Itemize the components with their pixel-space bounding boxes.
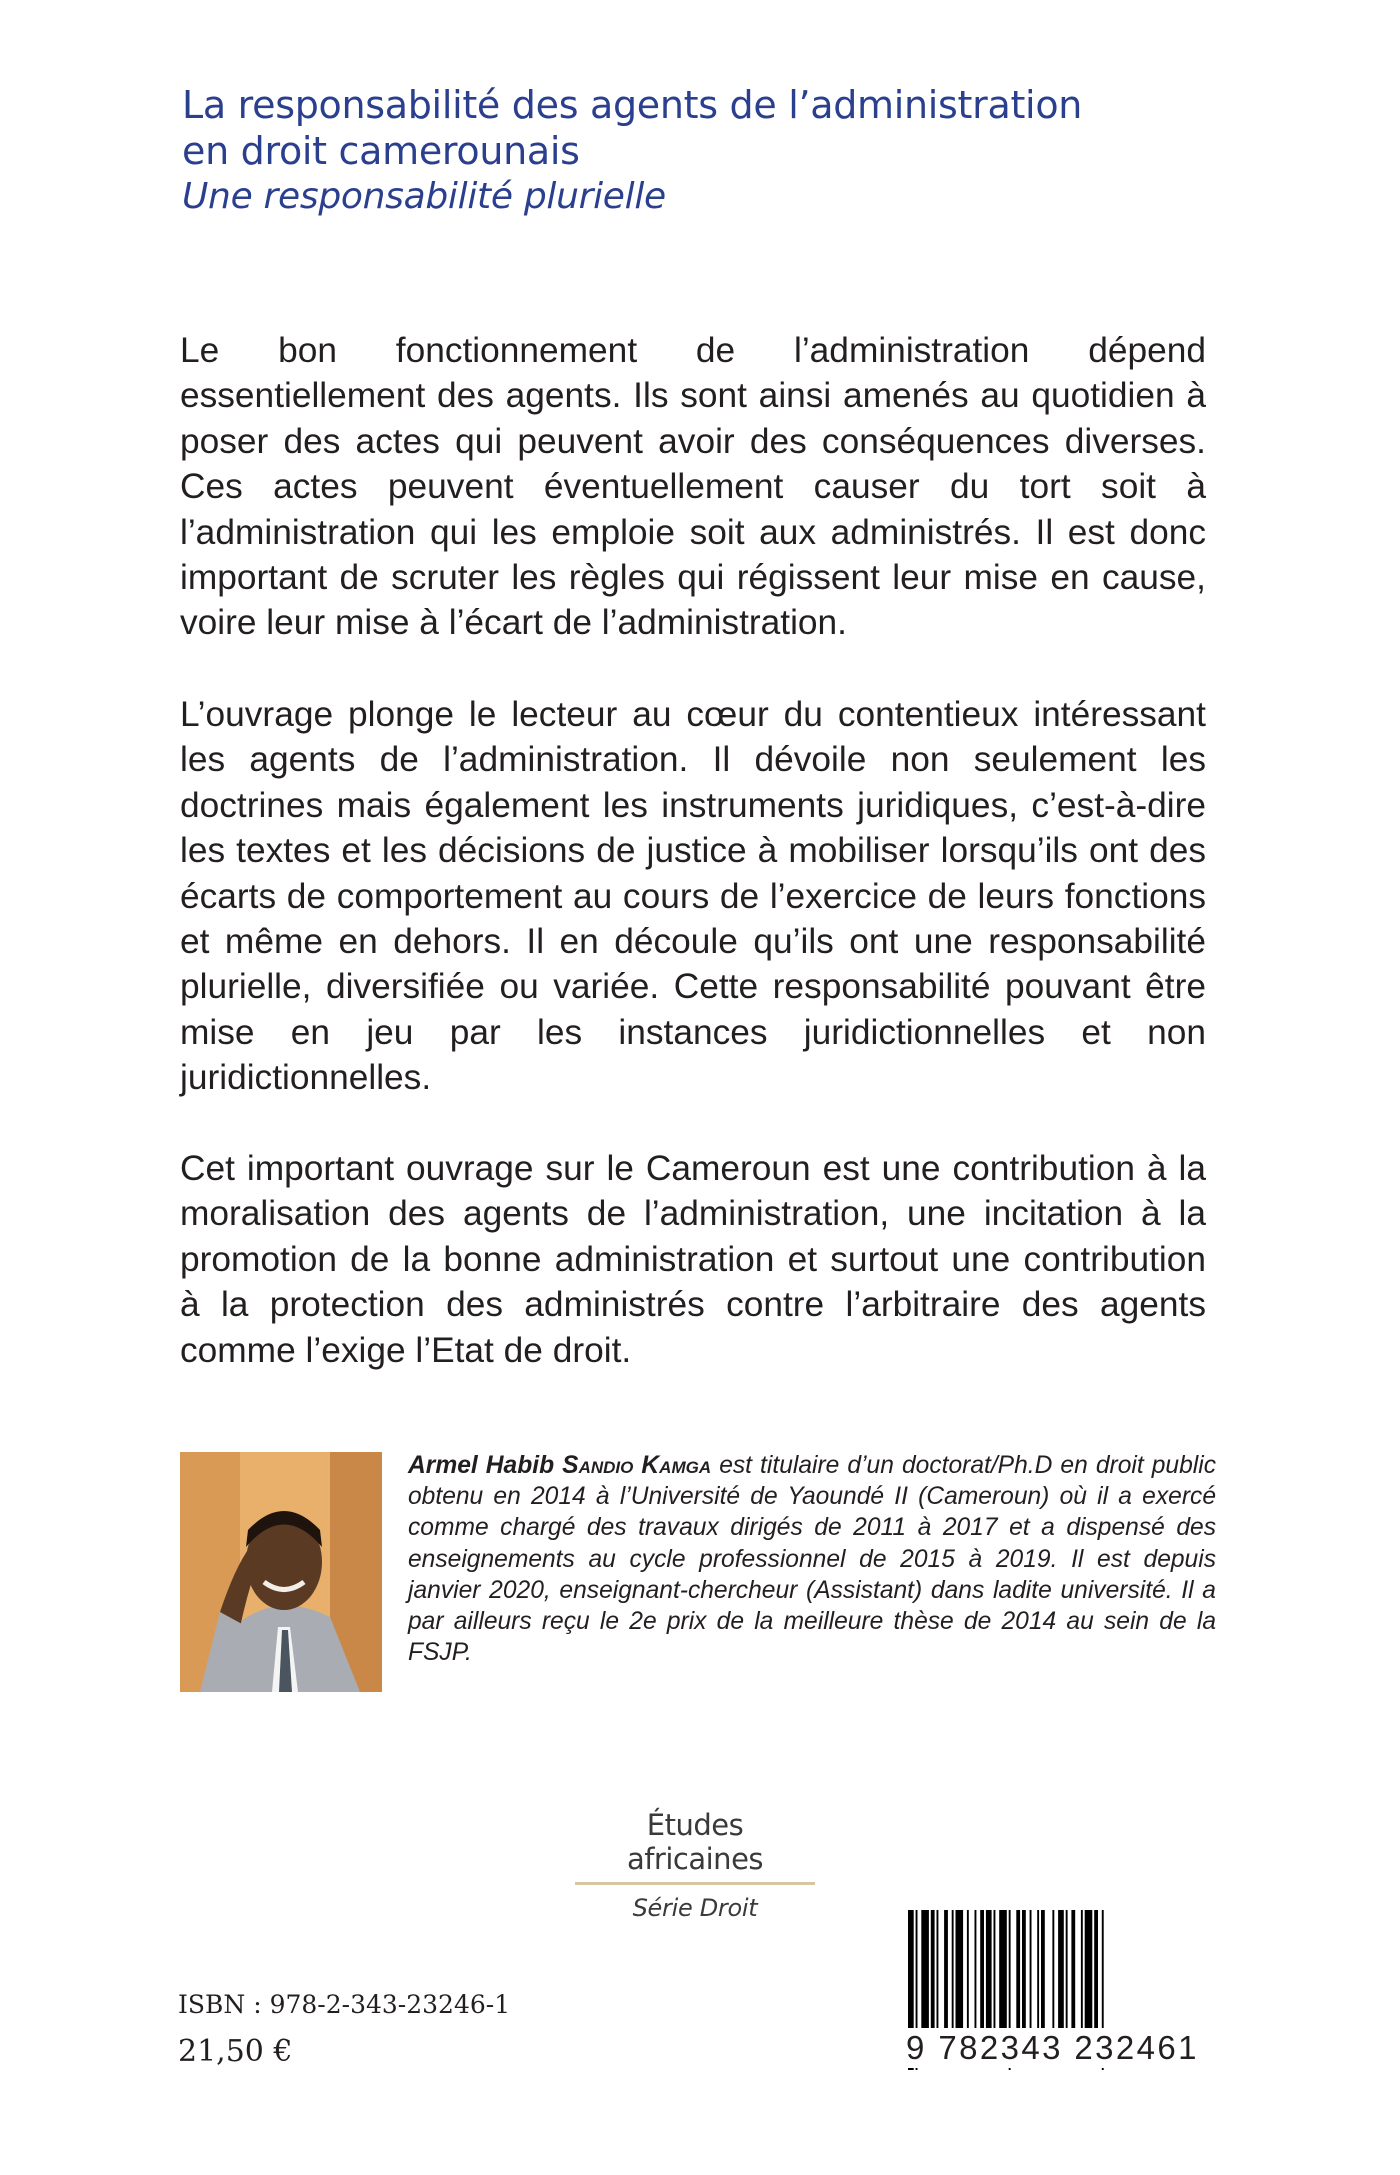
summary-paragraph-3: Cet important ouvrage sur le Cameroun est une contribution à la moralisation des agents de l’administration, une incitation à la promotion de la bonne administration et surtout une contribution à la protection des administrés contre l’arbitraire des agents comme l’exige l’Etat de droit. <box>180 1149 1206 1370</box>
barcode-bar <box>956 1910 964 2030</box>
price: 21,50 € <box>178 2034 293 2069</box>
barcode-digits: 9 782343 232461 <box>904 2028 1226 2068</box>
author-last-name: Sandio Kamga <box>562 1452 712 1479</box>
title-block <box>182 82 1282 220</box>
book-title-line-2: en droit camerounais <box>182 129 580 173</box>
barcode-bar <box>931 1910 935 2030</box>
series-subtitle: Série Droit <box>632 1894 758 1922</box>
barcode-bar <box>967 1910 969 2030</box>
series-divider <box>575 1882 815 1885</box>
barcode-bar <box>921 1910 929 2030</box>
summary-paragraph-2: L’ouvrage plonge le lecteur au cœur du contentieux intéressant les agents de l’administration. Il dévoile non seulement les doctrines mais également les instruments juridiques, c’est-à-dire les textes et les décisions de justice à mobiliser lorsqu’ils ont des écarts de comportement au cours de l’exercice de leurs fonctions et même en dehors. Il en découle qu’ils ont une responsabilité plurielle, diversifiée ou variée. Cette responsabilité pouvant être mise en jeu par les instances juridictionnelles et non juridictionnelles. <box>180 695 1206 1098</box>
barcode-bar <box>1071 1910 1075 2030</box>
summary-paragraph-1: Le bon fonctionnement de l’administration dépend essentiellement des agents. Ils sont ainsi amenés au quotidien à poser des actes qui peuvent avoir des conséquences diverses. Ces actes peuvent éventuellement causer du tort soit à l’administration qui les emploie soit aux administrés. Il est donc important de scruter les règles qui régissent leur mise en cause, voire leur mise à l’écart de l’administration. <box>180 331 1206 643</box>
author-first-name: Armel Habib <box>408 1452 555 1479</box>
barcode-bar <box>1058 1910 1064 2030</box>
author-bio-text: est titulaire d’un doctorat/Ph.D en droit public obtenu en 2014 à l’Université de Yaoundé II (Cameroun) où il a exercé comme chargé des travaux dirigés de 2011 à 2017 et a dispensé des enseignements au cycle professionnel de 2015 à 2019. Il est depuis janvier 2020, enseignant-chercheur (Assistant) dans ladite université. Il a par ailleurs reçu le 2e prix de la meilleure thèse de 2014 au sein de la FSJP. <box>408 1452 1216 1667</box>
barcode-bar <box>952 1910 954 2030</box>
author-bio <box>408 1450 1216 1668</box>
series-name: Études africaines <box>626 1808 764 1876</box>
series-logo <box>575 1808 815 1923</box>
barcode-bar <box>1052 1910 1054 2030</box>
barcode-bar <box>999 1910 1007 2030</box>
isbn: ISBN : 978-2-343-23246-1 <box>178 1990 511 2019</box>
barcode-bar <box>1037 1910 1039 2030</box>
barcode-bar <box>944 1910 948 2030</box>
barcode-bar <box>1066 1910 1068 2030</box>
barcode-bar <box>986 1910 992 2030</box>
barcode-bar <box>1081 1910 1083 2030</box>
barcode-bar <box>1022 1910 1026 2030</box>
book-subtitle: Une responsabilité plurielle <box>182 176 666 217</box>
barcode-bar <box>975 1910 977 2030</box>
barcode-bar <box>937 1910 939 2030</box>
barcode-bar <box>980 1910 984 2030</box>
barcode-bar <box>1041 1910 1045 2030</box>
book-title-line-1: La responsabilité des agents de l’administration <box>182 83 1083 127</box>
barcode-bar <box>1016 1910 1020 2030</box>
author-portrait-illustration <box>180 1452 382 1692</box>
barcode-bar <box>1030 1910 1032 2030</box>
barcode-bar <box>1085 1910 1093 2030</box>
barcode-bar <box>994 1910 996 2030</box>
barcode-bar <box>1094 1910 1098 2030</box>
author-photo <box>180 1452 382 1692</box>
